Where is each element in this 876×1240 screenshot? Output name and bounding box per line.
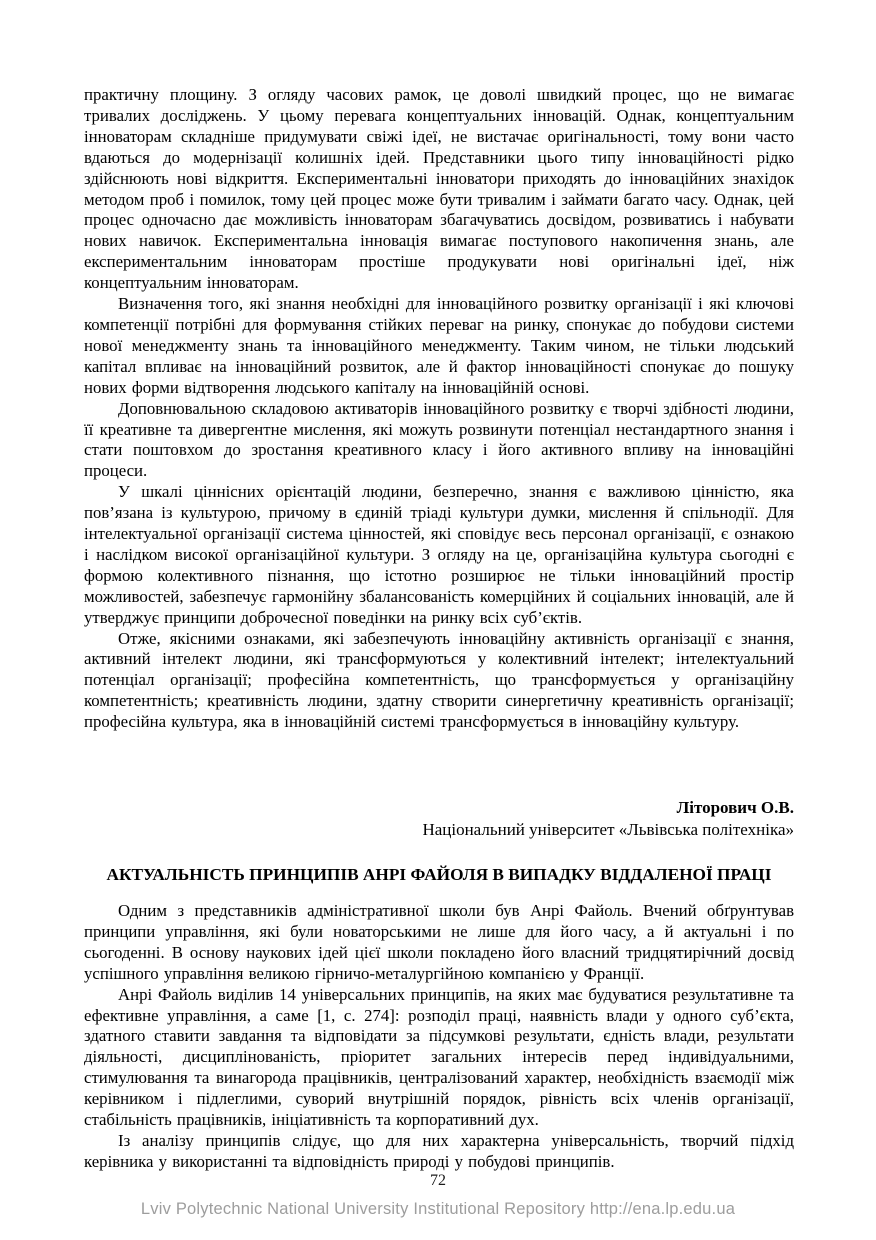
paragraph: Доповнювальною складовою активаторів інноваційного розвитку є творчі здібності людини, її креативне та дивергентне мислення, які можуть розвинути потенціал нестандартного знання і стати поштовхом до зростання креативного класу і його активного впливу на інноваційні процеси. [84, 398, 794, 481]
paragraph: Із аналізу принципів слідує, що для них характерна універсальність, творчий підхід керівника у використанні та відповідність природі у побудові принципів. [84, 1130, 794, 1171]
article-title: АКТУАЛЬНІСТЬ ПРИНЦИПІВ АНРІ ФАЙОЛЯ В ВИПАДКУ ВІДДАЛЕНОЇ ПРАЦІ [106, 865, 772, 885]
paragraph: практичну площину. З огляду часових рамок, це доволі швидкий процес, що не вимагає тривалих досліджень. У цьому перевага концептуальних інновацій. Однак, концептуальним інноваторам складніше придумувати свіжі ідеї, не вистачає оригінальності, тому вони часто вдаються до модернізації колишніх ідей. Представники цього типу інноваційності рідко здійснюють нові відкриття. Експериментальні інноватори приходять до інноваційних знахідок методом проб і помилок, тому цей процес може бути тривалим і займати багато часу. Однак, цей процес одночасно дає можливість інноваторам збагачуватись досвідом, розвиватись і набувати нових навичок. Експериментальна інновація вимагає поступового накопичення знань, але експериментальним інноваторам простіше продукувати нові оригінальні ідеї, ніж концептуальним інноваторам. [84, 85, 794, 293]
paragraph: Анрі Файоль виділив 14 універсальних принципів, на яких має будуватися результативне та ефективне управління, а саме [1, с. 274]: розподіл праці, наявність влади у одного суб’єкта, здатного ставити завдання та відповідати за підсумкові результати, єдність влади, результати діяльності, дисциплінованість, пріоритет загальних інтересів перед індивідуальними, стимулювання та винагорода працівників, централізований характер, необхідність взаємодії між керівником і підлеглими, суворий внутрішній порядок, рівність всіх членів організації, стабільність працівників, ініціативність та корпоративний дух. [84, 984, 794, 1130]
author-affiliation: Національний університет «Львівська політехніка» [422, 819, 794, 839]
text-column [84, 85, 794, 1173]
paragraph: Визначення того, які знання необхідні для інноваційного розвитку організації і які ключові компетенції потрібні для формування стійких переваг на ринку, спонукає до побудови системи нової менеджменту знань та інноваційного менеджменту. Таким чином, не тільки людський капітал впливає на інноваційний розвиток, але й фактор інноваційності спонукає до пошуку нових форми відтворення людського капіталу на інноваційній основі. [84, 294, 794, 397]
author-name: Літорович О.В. [676, 798, 794, 818]
paragraph: У шкалі ціннісних орієнтацій людини, безперечно, знання є важливою цінністю, яка пов’язана із культурою, причому в єдиній тріаді культури думки, мислення й спільнодії. Для інтелектуальної організації система цінностей, які сповідує весь персонал організації, є ознакою і наслідком високої організаційної культури. З огляду на це, організаційна культура сьогодні є формою колективного пізнання, що істотно розширює не тільки інноваційний простір можливостей, забезпечує гармонійну збалансованість комерційних й соціальних інновацій, але й утверджує принципи доброчесної поведінки на ринку всіх суб’єктів. [84, 482, 794, 627]
page-number: 72 [430, 1172, 446, 1189]
paragraph: Одним з представників адміністративної школи був Анрі Файоль. Вчений обґрунтував принципи управління, які були новаторськими не лише для його часу, а й актуальні і по сьогоденні. В основу наукових ідей цієї школи покладено його власний тридцятирічний досвід успішного управління великою гірничо-металургійною компанією у Франції. [84, 901, 794, 983]
article-body [84, 901, 794, 1173]
paragraph: Отже, якісними ознаками, які забезпечують інноваційну активність організації є знання, активний інтелект людини, які трансформуються у колективний інтелект; інтелектуальний потенціал організації; професійна компетентність, що трансформується у організаційну компетентність; креативність людини, здатну створити синергетичну креативність організації; професійна культура, яка в інноваційній системі трансформується в інноваційну культуру. [84, 628, 794, 732]
author-block [84, 797, 794, 840]
repository-footer: Lviv Polytechnic National University Institutional Repository http://ena.lp.edu.ua [140, 1200, 736, 1218]
